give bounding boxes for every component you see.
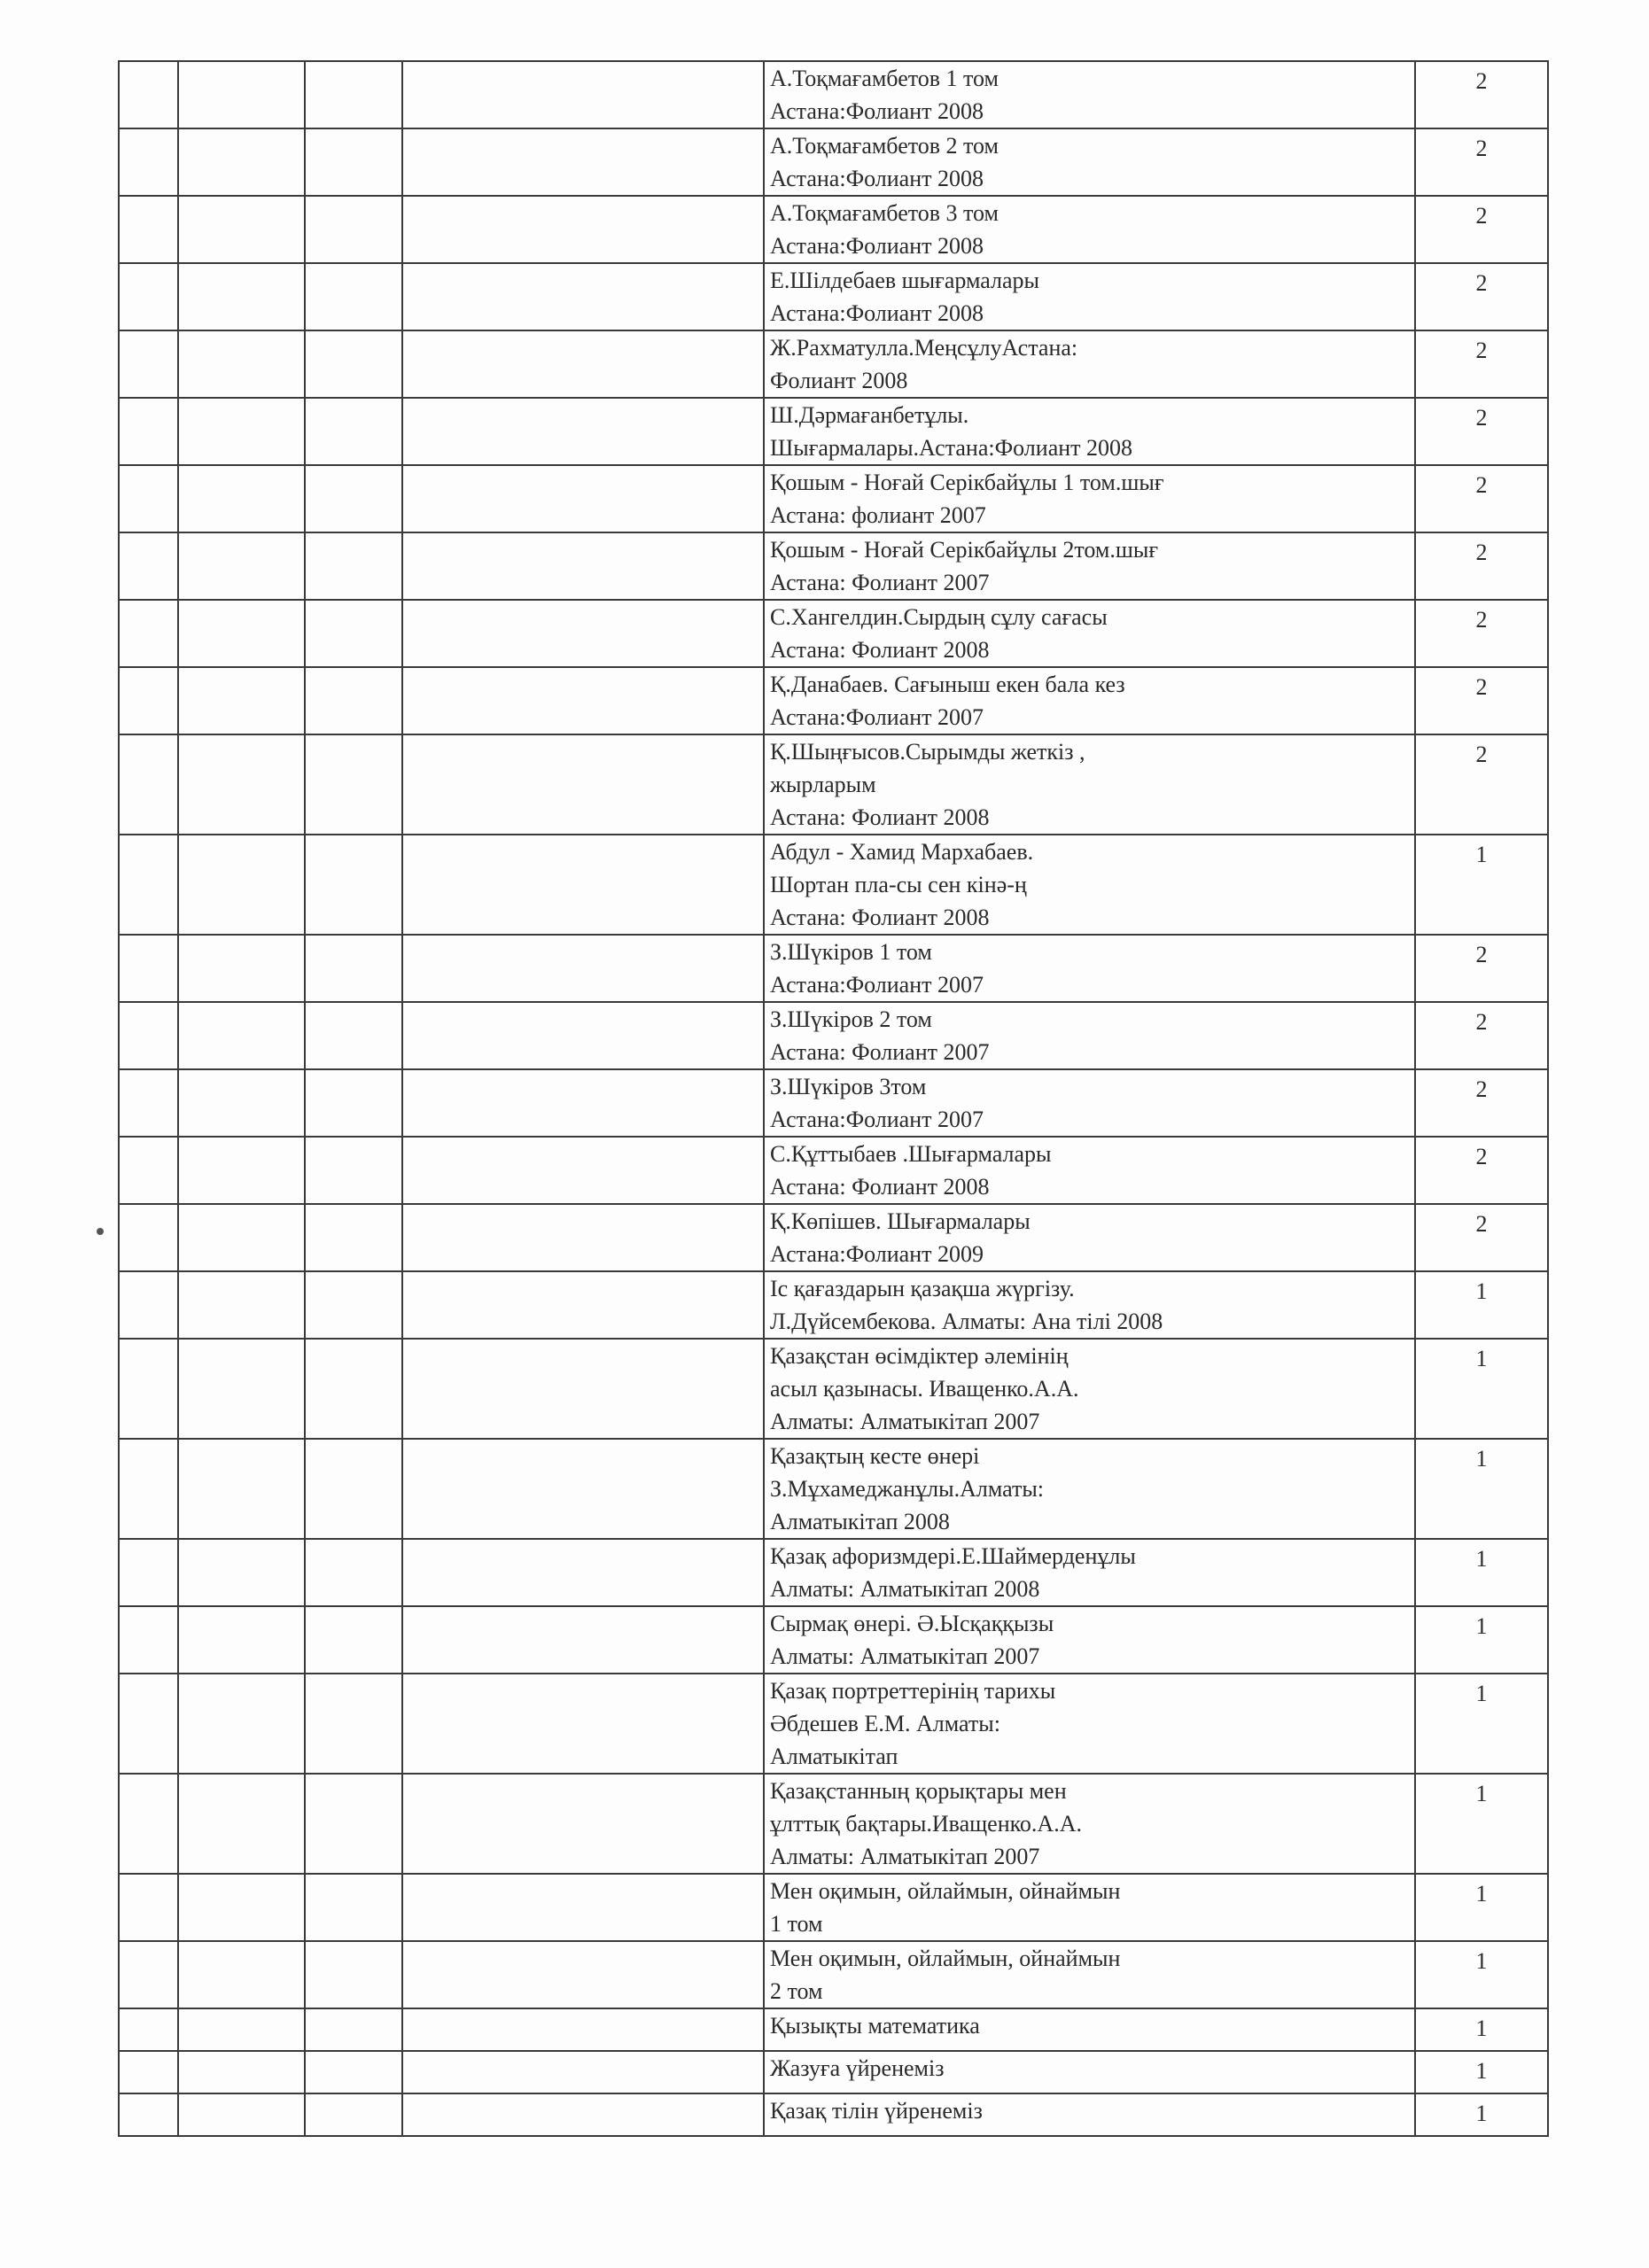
empty-cell [402,1539,764,1606]
table-row [119,1069,1548,1137]
table-row [119,1002,1548,1069]
book-title-cell: Мен оқимын, ойлаймын, ойнаймын 1 том [764,1874,1415,1941]
book-title-cell: Ш.Дәрмағанбетұлы. Шығармалары.Астана:Фолиант 2008 [764,398,1415,465]
quantity-cell [1415,1339,1548,1439]
book-title-cell: С.Хангелдин.Сырдың сұлу сағасы Астана: Фолиант 2008 [764,600,1415,667]
empty-cell [305,263,402,330]
empty-cell [402,398,764,465]
empty-cell [178,128,305,196]
empty-cell [119,1874,178,1941]
empty-cell [178,1069,305,1137]
quantity-value: 2 [1475,338,1488,363]
empty-cell [402,1606,764,1674]
empty-cell [178,532,305,600]
quantity-cell [1415,1874,1548,1941]
empty-cell [305,1204,402,1271]
table-row [119,1674,1548,1774]
quantity-value: 2 [1475,742,1488,767]
empty-cell [178,1339,305,1439]
empty-cell [402,330,764,398]
quantity-value: 1 [1475,2016,1488,2041]
empty-cell [178,835,305,935]
quantity-value: 2 [1475,270,1488,296]
empty-cell [402,2051,764,2093]
quantity-cell [1415,1439,1548,1539]
empty-cell [402,1941,764,2008]
table-row [119,835,1548,935]
book-title-cell: З.Шүкіров 2 том Астана: Фолиант 2007 [764,1002,1415,1069]
empty-cell [178,600,305,667]
quantity-cell [1415,1539,1548,1606]
empty-cell [305,734,402,835]
empty-cell [178,1606,305,1674]
quantity-cell [1415,1204,1548,1271]
empty-cell [402,2008,764,2051]
quantity-cell [1415,1606,1548,1674]
empty-cell [305,196,402,263]
book-title-cell: Е.Шілдебаев шығармалары Астана:Фолиант 2008 [764,263,1415,330]
book-title-cell: А.Тоқмағамбетов 3 том Астана:Фолиант 2008 [764,196,1415,263]
empty-cell [402,835,764,935]
quantity-cell [1415,935,1548,1002]
book-title-cell: Қазақтың кесте өнері З.Мұхамеджанұлы.Алматы: Алматыкітап 2008 [764,1439,1415,1539]
quantity-value: 2 [1475,136,1488,161]
quantity-cell [1415,667,1548,734]
empty-cell [305,835,402,935]
empty-cell [402,263,764,330]
table-row [119,2051,1548,2093]
empty-cell [178,1774,305,1874]
table-row [119,1874,1548,1941]
quantity-value: 2 [1475,540,1488,565]
book-title-cell: Іс қағаздарын қазақша жүргізу. Л.Дүйсембекова. Алматы: Ана тілі 2008 [764,1271,1415,1339]
table-row [119,1606,1548,1674]
quantity-cell [1415,835,1548,935]
empty-cell [178,2008,305,2051]
quantity-cell [1415,2051,1548,2093]
empty-cell [305,1069,402,1137]
empty-cell [402,734,764,835]
empty-cell [119,935,178,1002]
empty-cell [305,1271,402,1339]
empty-cell [402,196,764,263]
quantity-value: 1 [1475,1446,1488,1472]
quantity-cell [1415,2093,1548,2136]
empty-cell [178,1874,305,1941]
table-row [119,935,1548,1002]
empty-cell [178,398,305,465]
quantity-cell [1415,1674,1548,1774]
book-title-cell: Қызықты математика [764,2008,1415,2051]
table-row [119,532,1548,600]
empty-cell [402,935,764,1002]
empty-cell [305,465,402,532]
empty-cell [305,1339,402,1439]
book-list-body [119,61,1548,2136]
empty-cell [305,1439,402,1539]
quantity-value: 1 [1475,1346,1488,1371]
table-row [119,263,1548,330]
empty-cell [178,935,305,1002]
empty-cell [305,1674,402,1774]
empty-cell [402,1271,764,1339]
quantity-cell [1415,532,1548,600]
empty-cell [402,1439,764,1539]
book-title-cell: Ж.Рахматулла.МеңсұлуАстана: Фолиант 2008 [764,330,1415,398]
empty-cell [305,128,402,196]
quantity-cell [1415,1271,1548,1339]
empty-cell [119,532,178,600]
empty-cell [305,1774,402,1874]
table-row [119,1539,1548,1606]
quantity-cell [1415,1137,1548,1204]
table-row [119,330,1548,398]
table-row [119,1439,1548,1539]
empty-cell [402,128,764,196]
quantity-value: 2 [1475,1076,1488,1102]
empty-cell [402,1674,764,1774]
empty-cell [178,1002,305,1069]
table-row [119,1941,1548,2008]
quantity-value: 2 [1475,607,1488,633]
empty-cell [305,935,402,1002]
quantity-value: 1 [1475,1546,1488,1572]
empty-cell [305,1941,402,2008]
quantity-value: 1 [1475,2101,1488,2126]
empty-cell [305,330,402,398]
empty-cell [119,1271,178,1339]
empty-cell [119,1002,178,1069]
quantity-value: 2 [1475,405,1488,431]
quantity-value: 1 [1475,1278,1488,1304]
book-title-cell: Қазақ афоризмдері.Е.Шаймерденұлы Алматы: Алматыкітап 2008 [764,1539,1415,1606]
empty-cell [178,1204,305,1271]
empty-cell [305,2093,402,2136]
quantity-cell [1415,600,1548,667]
quantity-value: 2 [1475,1144,1488,1169]
empty-cell [305,398,402,465]
empty-cell [178,667,305,734]
table-row [119,2008,1548,2051]
table-row [119,128,1548,196]
empty-cell [402,600,764,667]
empty-cell [178,61,305,128]
empty-cell [305,61,402,128]
quantity-cell [1415,1069,1548,1137]
quantity-cell [1415,398,1548,465]
scan-speck [97,1228,104,1235]
table-row [119,600,1548,667]
empty-cell [305,600,402,667]
empty-cell [402,532,764,600]
empty-cell [178,330,305,398]
quantity-cell [1415,263,1548,330]
empty-cell [305,1137,402,1204]
book-title-cell: Қ.Данабаев. Сағыныш екен бала кез Астана:Фолиант 2007 [764,667,1415,734]
empty-cell [402,1204,764,1271]
empty-cell [178,465,305,532]
book-title-cell: А.Тоқмағамбетов 2 том Астана:Фолиант 2008 [764,128,1415,196]
empty-cell [305,532,402,600]
empty-cell [305,1606,402,1674]
empty-cell [178,2051,305,2093]
empty-cell [178,1941,305,2008]
book-title-cell: Жазуға үйренеміз [764,2051,1415,2093]
empty-cell [119,835,178,935]
book-title-cell: Мен оқимын, ойлаймын, ойнаймын 2 том [764,1941,1415,2008]
empty-cell [119,2051,178,2093]
quantity-cell [1415,465,1548,532]
empty-cell [178,1674,305,1774]
table-row [119,1271,1548,1339]
quantity-cell [1415,1002,1548,1069]
empty-cell [178,1137,305,1204]
empty-cell [402,1874,764,1941]
book-title-cell: З.Шүкіров 1 том Астана:Фолиант 2007 [764,935,1415,1002]
empty-cell [119,196,178,263]
book-list-table [118,60,1549,2137]
quantity-value: 1 [1475,1613,1488,1639]
empty-cell [119,1774,178,1874]
empty-cell [119,1204,178,1271]
empty-cell [178,196,305,263]
quantity-value: 1 [1475,1881,1488,1907]
empty-cell [178,2093,305,2136]
quantity-value: 2 [1475,942,1488,967]
quantity-value: 1 [1475,2058,1488,2084]
empty-cell [402,465,764,532]
quantity-value: 2 [1475,1009,1488,1035]
book-title-cell: Қазақ портреттерінің тарихы Әбдешев Е.М. Алматы: Алматыкітап [764,1674,1415,1774]
quantity-cell [1415,734,1548,835]
quantity-value: 2 [1475,68,1488,94]
quantity-cell [1415,1941,1548,2008]
empty-cell [119,1941,178,2008]
empty-cell [402,667,764,734]
empty-cell [119,330,178,398]
empty-cell [119,1137,178,1204]
book-title-cell: Қ.Көпішев. Шығармалары Астана:Фолиант 2009 [764,1204,1415,1271]
empty-cell [305,1539,402,1606]
table-row [119,1774,1548,1874]
table-row [119,1339,1548,1439]
empty-cell [119,1674,178,1774]
book-title-cell: З.Шүкіров 3том Астана:Фолиант 2007 [764,1069,1415,1137]
quantity-value: 1 [1475,1681,1488,1706]
empty-cell [119,128,178,196]
empty-cell [119,2093,178,2136]
quantity-value: 1 [1475,842,1488,867]
empty-cell [402,1137,764,1204]
empty-cell [305,667,402,734]
empty-cell [402,1339,764,1439]
book-title-cell: Қазақ тілін үйренеміз [764,2093,1415,2136]
quantity-cell [1415,1774,1548,1874]
book-title-cell: Сырмақ өнері. Ә.Ысқаққызы Алматы: Алматыкітап 2007 [764,1606,1415,1674]
table-row [119,1137,1548,1204]
quantity-value: 1 [1475,1948,1488,1974]
book-title-cell: Қазақстан өсімдіктер әлемінің асыл қазынасы. Иващенко.А.А. Алматы: Алматыкітап 2007 [764,1339,1415,1439]
table-row [119,398,1548,465]
book-title-cell: Қазақстанның қорықтары мен ұлттық бақтары.Иващенко.А.А. Алматы: Алматыкітап 2007 [764,1774,1415,1874]
table-row [119,734,1548,835]
empty-cell [305,2008,402,2051]
empty-cell [305,2051,402,2093]
empty-cell [402,2093,764,2136]
quantity-value: 2 [1475,674,1488,700]
empty-cell [119,2008,178,2051]
empty-cell [178,263,305,330]
empty-cell [402,1069,764,1137]
empty-cell [119,1339,178,1439]
quantity-cell [1415,196,1548,263]
table-row [119,2093,1548,2136]
empty-cell [119,1539,178,1606]
empty-cell [178,1439,305,1539]
empty-cell [119,61,178,128]
empty-cell [119,1439,178,1539]
quantity-cell [1415,330,1548,398]
table-row [119,61,1548,128]
empty-cell [178,1539,305,1606]
quantity-value: 1 [1475,1781,1488,1806]
empty-cell [402,1002,764,1069]
empty-cell [402,1774,764,1874]
empty-cell [305,1002,402,1069]
empty-cell [119,734,178,835]
book-title-cell: Қ.Шыңғысов.Сырымды жеткіз , жырларым Астана: Фолиант 2008 [764,734,1415,835]
empty-cell [119,1606,178,1674]
empty-cell [119,263,178,330]
empty-cell [402,61,764,128]
quantity-value: 2 [1475,203,1488,229]
book-title-cell: С.Құттыбаев .Шығармалары Астана: Фолиант 2008 [764,1137,1415,1204]
quantity-cell [1415,128,1548,196]
empty-cell [119,600,178,667]
book-title-cell: А.Тоқмағамбетов 1 том Астана:Фолиант 2008 [764,61,1415,128]
book-title-cell: Қошым - Ноғай Серікбайұлы 2том.шығ Астана: Фолиант 2007 [764,532,1415,600]
table-row [119,1204,1548,1271]
empty-cell [119,667,178,734]
empty-cell [119,1069,178,1137]
quantity-value: 2 [1475,1211,1488,1237]
quantity-cell [1415,2008,1548,2051]
quantity-cell [1415,61,1548,128]
table-row [119,667,1548,734]
empty-cell [178,734,305,835]
empty-cell [305,1874,402,1941]
book-title-cell: Қошым - Ноғай Серікбайұлы 1 том.шығ Астана: фолиант 2007 [764,465,1415,532]
book-title-cell: Абдул - Хамид Мархабаев. Шортан пла-сы сен кінә-ң Астана: Фолиант 2008 [764,835,1415,935]
empty-cell [178,1271,305,1339]
empty-cell [119,398,178,465]
quantity-value: 2 [1475,472,1488,498]
table-row [119,196,1548,263]
empty-cell [119,465,178,532]
table-row [119,465,1548,532]
